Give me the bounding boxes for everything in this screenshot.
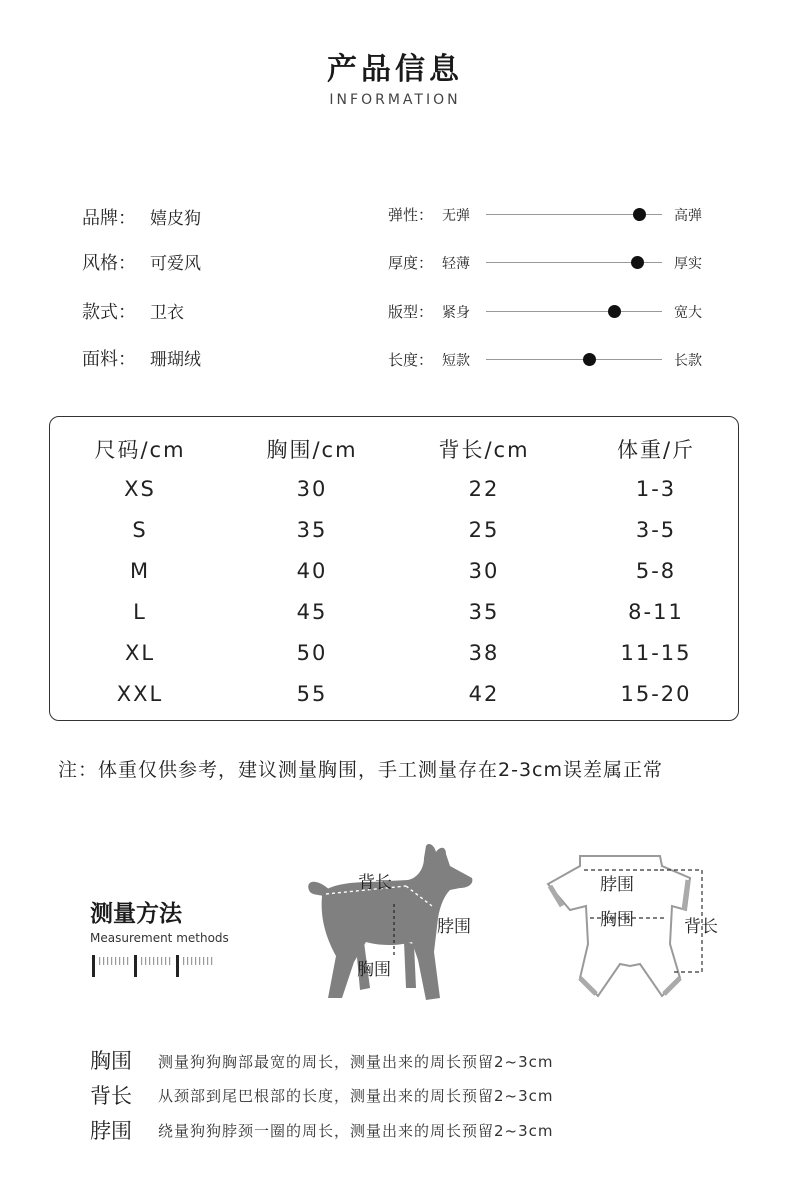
table-cell: 35 xyxy=(296,518,328,542)
attribute-brand xyxy=(82,204,201,230)
table-cell: 40 xyxy=(296,559,328,583)
attribute-key: 风格： xyxy=(82,253,136,274)
scale-indicator xyxy=(631,256,644,269)
size-table xyxy=(49,416,739,721)
table-cell: S xyxy=(132,518,148,542)
definition-text: 绕量狗狗脖颈一圈的周长，测量出来的周长预留2~3cm xyxy=(158,1122,554,1140)
garment-neck-label: 脖围 xyxy=(600,875,634,895)
table-cell: 45 xyxy=(296,600,328,624)
table-cell: 8-11 xyxy=(628,600,684,624)
scale-low-label: 短款 xyxy=(442,353,470,369)
definition-term: 背长 xyxy=(90,1084,132,1108)
scale-high-label: 高弹 xyxy=(674,208,702,224)
table-cell: 30 xyxy=(468,559,500,583)
method-subtitle: Measurement methods xyxy=(90,931,229,945)
table-cell: 30 xyxy=(296,477,328,501)
scale-label: 厚度： xyxy=(388,254,434,272)
table-cell: 25 xyxy=(468,518,500,542)
attribute-value: 嬉皮狗 xyxy=(150,209,201,229)
table-header-back: 背长/cm xyxy=(438,438,530,462)
attribute-key: 品牌： xyxy=(82,208,136,229)
page-title: 产品信息 xyxy=(327,52,463,87)
table-cell: 3-5 xyxy=(635,518,677,542)
table-cell: 5-8 xyxy=(635,559,677,583)
scale-label: 长度： xyxy=(388,351,434,369)
dog-chest-label: 胸围 xyxy=(357,960,391,980)
page-subtitle: INFORMATION xyxy=(329,92,461,108)
note-text: 注：体重仅供参考，建议测量胸围，手工测量存在2-3cm误差属正常 xyxy=(58,759,663,781)
scale-low-label: 无弹 xyxy=(442,208,470,224)
scale-indicator xyxy=(608,305,621,318)
table-cell: XXL xyxy=(116,682,164,706)
table-cell: 11-15 xyxy=(620,641,692,665)
attribute-value: 可爱风 xyxy=(150,254,201,274)
table-header-chest: 胸围/cm xyxy=(266,438,358,462)
definition-text: 测量狗狗胸部最宽的周长，测量出来的周长预留2~3cm xyxy=(158,1053,554,1071)
attribute-value: 珊瑚绒 xyxy=(150,350,201,370)
table-cell: 42 xyxy=(468,682,500,706)
attribute-key: 面料： xyxy=(82,349,136,370)
definition-text: 从颈部到尾巴根部的长度，测量出来的周长预留2~3cm xyxy=(158,1087,554,1105)
attribute-fabric xyxy=(82,345,201,371)
table-cell: 55 xyxy=(296,682,328,706)
attribute-value: 卫衣 xyxy=(150,303,184,323)
table-cell: XS xyxy=(124,477,156,501)
scale-track xyxy=(486,311,662,312)
scale-track xyxy=(486,359,662,360)
scale-high-label: 厚实 xyxy=(674,256,702,272)
table-cell: 35 xyxy=(468,600,500,624)
definition-term: 脖围 xyxy=(90,1119,132,1143)
scale-fit xyxy=(388,299,718,323)
garment-back-label: 背长 xyxy=(684,917,718,937)
scale-high-label: 宽大 xyxy=(674,305,702,321)
scale-thickness xyxy=(388,250,718,274)
method-title: 测量方法 xyxy=(90,901,182,927)
table-header-size: 尺码/cm xyxy=(94,438,186,462)
table-cell: 1-3 xyxy=(635,477,677,501)
table-cell: 38 xyxy=(468,641,500,665)
table-cell: XL xyxy=(124,641,156,665)
scale-length xyxy=(388,347,718,371)
table-cell: 22 xyxy=(468,477,500,501)
table-cell: 15-20 xyxy=(620,682,692,706)
table-cell: L xyxy=(133,600,147,624)
attribute-style xyxy=(82,249,201,275)
dog-back-label: 背长 xyxy=(358,873,392,893)
garment-chest-label: 胸围 xyxy=(600,910,634,930)
scale-label: 版型： xyxy=(388,303,434,321)
attribute-type xyxy=(82,298,184,324)
scale-low-label: 轻薄 xyxy=(442,256,470,272)
scale-label: 弹性： xyxy=(388,206,434,224)
scale-indicator xyxy=(583,353,596,366)
scale-elasticity xyxy=(388,202,718,226)
table-cell: M xyxy=(129,559,151,583)
dog-neck-label: 脖围 xyxy=(437,917,471,937)
scale-low-label: 紧身 xyxy=(442,305,470,321)
ruler-icon xyxy=(90,953,220,979)
scale-indicator xyxy=(633,208,646,221)
definition-term: 胸围 xyxy=(90,1049,132,1073)
table-header-weight: 体重/斤 xyxy=(616,438,696,462)
scale-high-label: 长款 xyxy=(674,353,702,369)
attribute-key: 款式： xyxy=(82,302,136,323)
table-cell: 50 xyxy=(296,641,328,665)
